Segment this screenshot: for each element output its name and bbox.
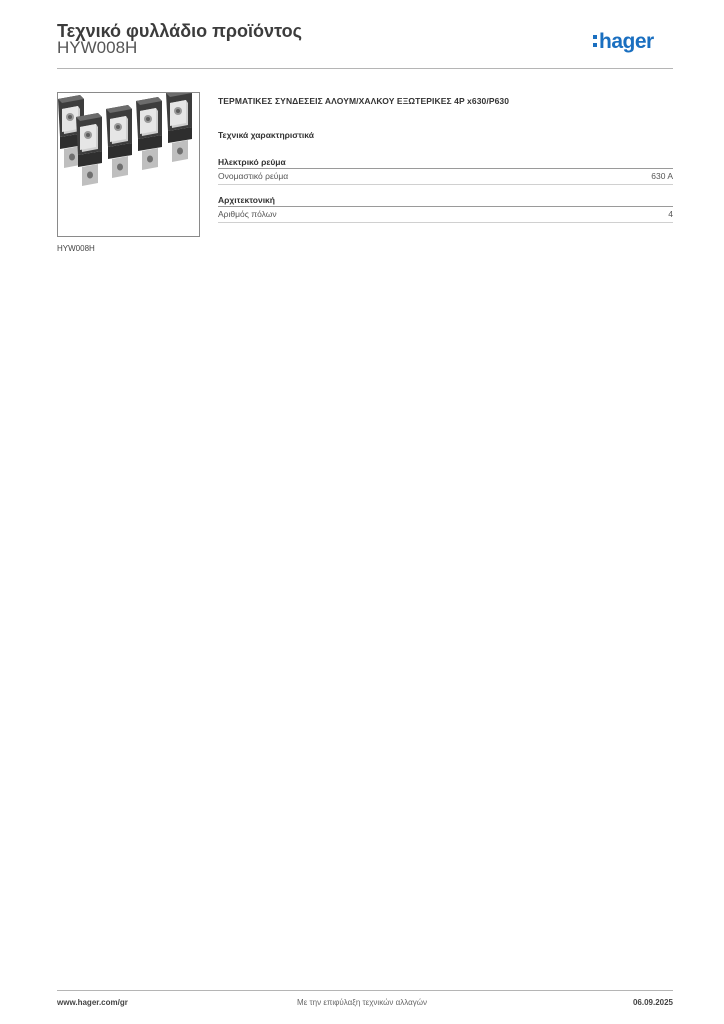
product-image-frame: [57, 92, 200, 237]
spec-group-title: Ηλεκτρικό ρεύμα: [218, 157, 286, 167]
spec-row-divider: [218, 222, 673, 223]
footer-website[interactable]: www.hager.com/gr: [57, 998, 128, 1007]
svg-text:hager: hager: [599, 30, 654, 53]
spec-value: 4: [668, 209, 673, 219]
spec-row: [218, 169, 673, 183]
spec-group-title: Αρχιτεκτονική: [218, 195, 275, 205]
specs-heading: Τεχνικά χαρακτηριστικά: [218, 130, 314, 140]
product-image: [58, 93, 199, 236]
footer-date: 06.09.2025: [632, 998, 673, 1007]
header-divider: [57, 68, 673, 69]
footer-divider: [57, 990, 673, 991]
spec-label: Ονομαστικό ρεύμα: [218, 171, 289, 181]
spec-label: Αριθμός πόλων: [218, 209, 277, 219]
spec-value: 630 A: [651, 171, 673, 181]
product-name: ΤΕΡΜΑΤΙΚΕΣ ΣΥΝΔΕΣΕΙΣ ΑΛΟΥΜ/ΧΑΛΚΟΥ ΕΞΩΤΕΡΙΚΕΣ 4P x630/P630: [218, 96, 510, 106]
document-title: Τεχνικό φυλλάδιο προϊόντος: [57, 21, 302, 41]
spec-row: [218, 207, 673, 221]
product-code: HYW008H: [57, 38, 138, 57]
image-caption: HYW008H: [57, 244, 95, 253]
hager-logo: [592, 26, 674, 56]
footer-notice: Με την επιφύλαξη τεχνικών αλλαγών: [297, 998, 427, 1007]
spec-row-divider: [218, 184, 673, 185]
